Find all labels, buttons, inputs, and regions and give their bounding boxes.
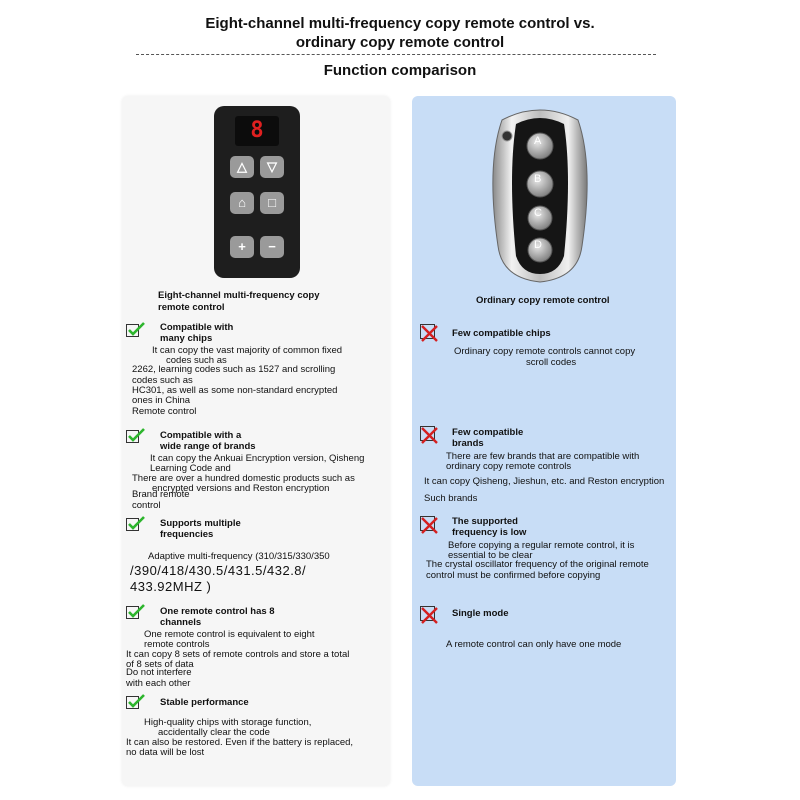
right-f4-line-1: A remote control can only have one mode (446, 639, 622, 650)
left-f1-title-1: Compatible with (160, 322, 234, 333)
right-f2-line-4: Such brands (424, 493, 478, 504)
right-f2-title-2: brands (452, 438, 484, 449)
title-line-1: Eight-channel multi-frequency copy remote control vs. (205, 15, 595, 32)
left-f5-title: Stable performance (160, 697, 249, 708)
title-line-2: ordinary copy remote control (0, 34, 800, 51)
right-f2-line-1: There are few brands that are compatible with (446, 451, 640, 462)
eight-channel-remote-image (214, 106, 300, 278)
stop-icon: □ (260, 192, 284, 214)
right-f2-line-2: ordinary copy remote controls (446, 461, 572, 472)
left-caption-2: remote control (158, 302, 225, 313)
ordinary-remote-panel (412, 96, 676, 786)
left-f1-line-7: Remote control (132, 406, 197, 417)
cross-icon (420, 606, 440, 624)
button-b-label: B (534, 173, 542, 185)
left-f1-line-3: 2262, learning codes such as 1527 and scrolling (132, 364, 336, 375)
eight-channel-panel (122, 96, 390, 786)
left-f1-title-2: many chips (160, 333, 213, 344)
checkmark-icon (126, 428, 146, 444)
subtitle: Function comparison (323, 62, 477, 79)
right-f1-title: Few compatible chips (452, 328, 551, 339)
checkmark-icon (126, 322, 146, 338)
left-f3-line-2: /390/418/430.5/431.5/432.8/ (130, 563, 307, 578)
button-d-label: D (534, 239, 542, 251)
left-f4-line-3: It can copy 8 sets of remote controls and store a total (126, 649, 350, 660)
right-f3-title-2: frequency is low (452, 527, 527, 538)
left-f4-title-1: One remote control has 8 (160, 606, 275, 617)
left-f4-line-1: One remote control is equivalent to eight (144, 629, 315, 640)
left-f4-title-2: channels (160, 617, 202, 628)
left-f1-line-2: codes such as (166, 355, 227, 366)
left-f2-line-4: encrypted versions and Reston encryption (152, 483, 330, 494)
right-f3-line-2: essential to be clear (448, 550, 533, 561)
right-f3-line-4: control must be confirmed before copying (426, 570, 601, 581)
left-f4-line-4: of 8 sets of data (126, 659, 194, 670)
left-f2-line-3: There are over a hundred domestic products such as (132, 473, 355, 484)
left-f2-title-2: wide range of brands (160, 441, 256, 452)
right-f1-line-1: Ordinary copy remote controls cannot copy (454, 346, 636, 357)
cross-icon (420, 324, 440, 342)
right-f3-line-1: Before copying a regular remote control, it is (448, 540, 635, 551)
left-f2-line-2: Learning Code and (150, 463, 231, 474)
left-f1-line-1: It can copy the vast majority of common fixed (152, 345, 343, 356)
left-f3-title-2: frequencies (160, 529, 214, 540)
cross-icon (420, 426, 440, 444)
minus-icon: − (260, 236, 284, 258)
button-c-label: C (534, 207, 542, 219)
down-arrow-icon: ▽ (260, 156, 284, 178)
left-f5-line-4: no data will be lost (126, 747, 205, 758)
checkmark-icon (126, 604, 146, 620)
left-f2-line-1: It can copy the Ankuai Encryption version, Qisheng (150, 453, 365, 464)
right-f2-line-3: It can copy Qisheng, Jieshun, etc. and Reston encryption (424, 476, 665, 487)
up-arrow-icon: △ (230, 156, 254, 178)
left-f4-line-5: Do not interfere (126, 667, 192, 678)
left-f5-line-2: accidentally clear the code (158, 727, 270, 738)
right-f3-line-3: The crystal oscillator frequency of the original remote (426, 559, 649, 570)
right-f4-title: Single mode (452, 608, 509, 619)
lock-icon: ⌂ (230, 192, 254, 214)
left-f4-line-2: remote controls (144, 639, 210, 650)
left-caption-1: Eight-channel multi-frequency copy (158, 290, 320, 301)
checkmark-icon (126, 516, 146, 532)
right-f2-title-1: Few compatible (452, 427, 524, 438)
channel-display: 8 (235, 116, 279, 146)
right-caption: Ordinary copy remote control (476, 295, 610, 306)
plus-icon: + (230, 236, 254, 258)
button-a-label: A (534, 135, 542, 147)
left-f1-line-5: HC301, as well as some non-standard encrypted (132, 385, 338, 396)
left-f5-line-3: It can also be restored. Even if the battery is replaced, (126, 737, 354, 748)
right-f3-title-1: The supported (452, 516, 518, 527)
left-f3-line-3: 433.92MHZ ) (130, 579, 212, 594)
left-f1-line-4: codes such as (132, 375, 193, 386)
checkmark-icon (126, 694, 146, 710)
left-f4-line-6: with each other (126, 678, 191, 689)
left-f3-title-1: Supports multiple (160, 518, 241, 529)
left-f3-line-1: Adaptive multi-frequency (310/315/330/350 (148, 551, 330, 562)
left-f2-title-1: Compatible with a (160, 430, 242, 441)
ordinary-remote-image (482, 106, 598, 286)
cross-icon (420, 516, 440, 534)
right-f1-line-2: scroll codes (526, 357, 577, 368)
left-f2-line-6: control (132, 500, 161, 511)
left-f1-line-6: ones in China (132, 395, 191, 406)
left-f2-line-5: Brand remote (132, 489, 190, 500)
left-f5-line-1: High-quality chips with storage function, (144, 717, 312, 728)
